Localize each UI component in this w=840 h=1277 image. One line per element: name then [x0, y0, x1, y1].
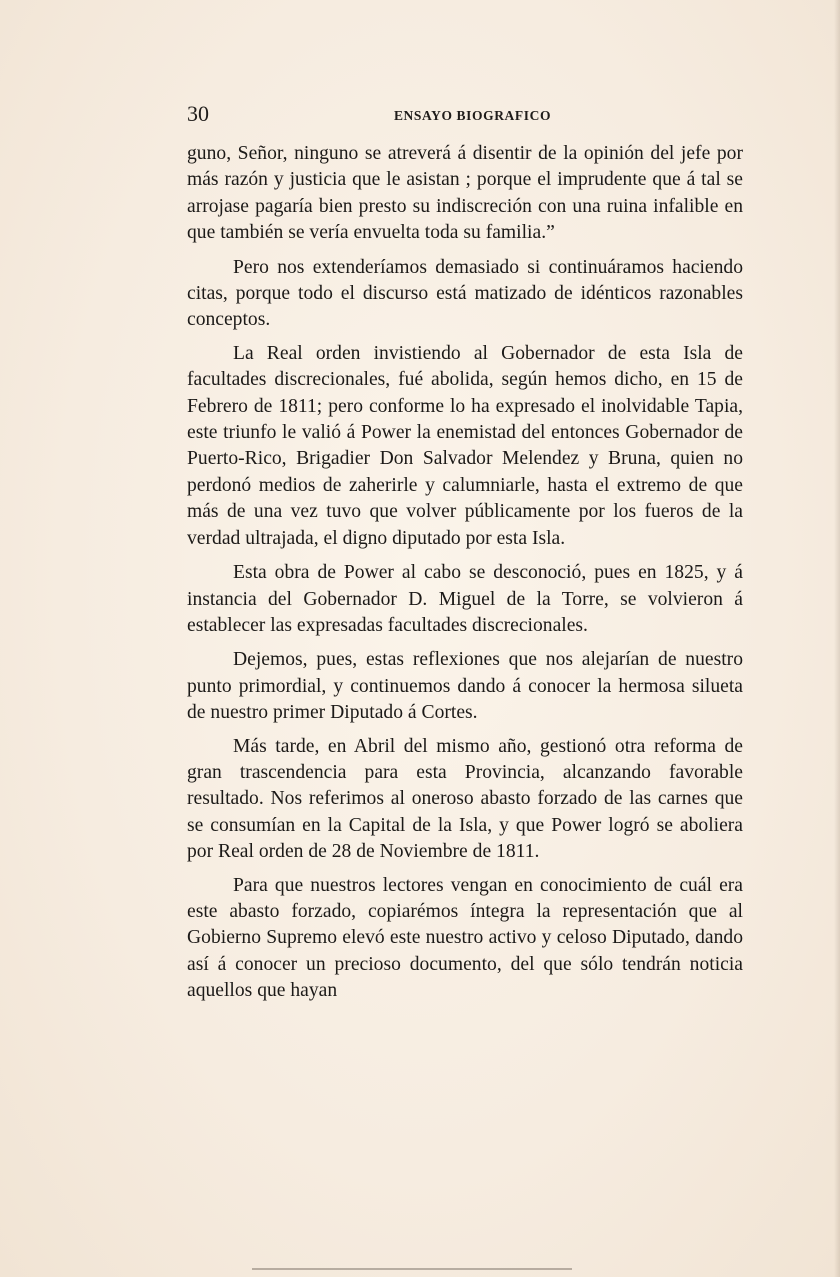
- paragraph-6: Más tarde, en Abril del mismo año, gestionó otra reforma de gran trascendencia para esta Provincia, alcanzando favorable resultado. Nos referimos al oneroso abasto forzado de las carnes que se consumían en la Capital de la Isla, y que Power logró se aboliera por Real orden de 28 de Noviembre de 1811.: [187, 735, 743, 863]
- paragraph-3: La Real orden invistiendo al Gobernador de esta Isla de facultades discrecionales, fué abolida, según hemos dicho, en 15 de Febrero de 1811; pero conforme lo ha expresado el inolvidable Tapia, este triunfo le valió á Power la enemistad del entonces Gobernador de Puerto-Rico, Brigadier Don Salvador Melendez y Bruna, quien no perdonó medios de zaherirle y calumniarle, hasta el extremo de que más de una vez tuvo que volver públicamente por los fueros de la verdad ultrajada, el digno diputado por esta Isla.: [187, 342, 743, 549]
- page-number: 30: [187, 101, 209, 126]
- paragraph-1: guno, Señor, ninguno se atreverá á disentir de la opinión del jefe por más razón y justicia que le asistan ; porque el imprudente que á tal se arrojase pagaría bien presto su indiscreción con una ruina infalible en que también se vería envuelta toda su familia.”: [187, 143, 743, 244]
- bottom-edge-line: [252, 1268, 572, 1270]
- paragraph-7: Para que nuestros lectores vengan en conocimiento de cuál era este abasto forzado, copiarémos íntegra la representación que al Gobierno Supremo elevó este nuestro activo y celoso Diputado, dando así á conocer un precioso documento, del que sólo tendrán noticia aquellos que hayan: [187, 874, 743, 1002]
- page-header: [187, 101, 742, 131]
- body-text: [187, 141, 743, 1005]
- page-edge-shadow: [834, 0, 840, 1277]
- paragraph-4: Esta obra de Power al cabo se desconoció, pues en 1825, y á instancia del Gobernador D. Miguel de la Torre, se volvieron á establecer las expresadas facultades discrecionales.: [187, 562, 743, 636]
- running-head: ENSAYO BIOGRAFICO: [393, 108, 552, 123]
- paragraph-5: Dejemos, pues, estas reflexiones que nos alejarían de nuestro punto primordial, y continuemos dando á conocer la hermosa silueta de nuestro primer Diputado á Cortes.: [187, 649, 743, 724]
- paragraph-2: Pero nos extenderíamos demasiado si continuáramos haciendo citas, porque todo el discurso está matizado de idénticos razonables conceptos.: [187, 256, 743, 331]
